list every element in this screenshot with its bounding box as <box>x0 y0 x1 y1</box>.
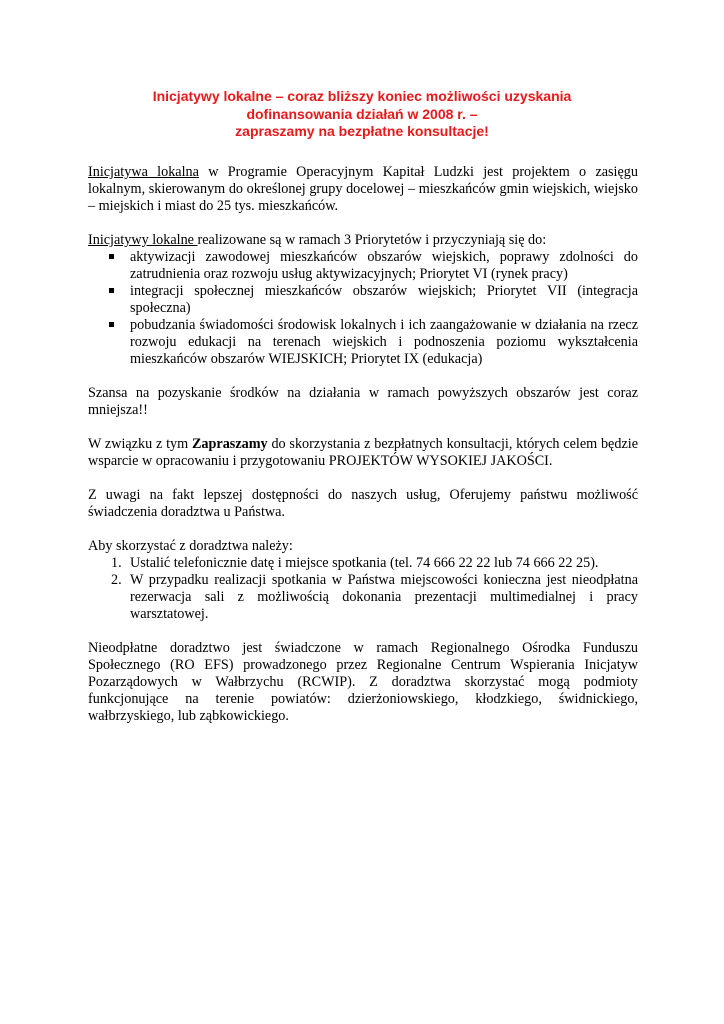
priority-item-text: pobudzania świadomości środowisk lokalnych i ich zaangażowanie w działania na rzecz rozwoju edukacji na terenach wiejskich i podnoszenia poziomu wykształcenia mieszkańców obszarów WIEJSKICH; Priorytet IX (edukacja) <box>130 317 638 367</box>
list-item <box>88 283 638 317</box>
intro-text: w Programie Operacyjnym Kapitał Ludzki jest projektem o zasięgu lokalnym, skierowanym do określonej grupy docelowej – mieszkańców gmin wiejskich, wiejsko – miejskich i miast do 25 tys. mieszkańców. <box>88 164 638 214</box>
invitation-after: do skorzystania z bezpłatnych konsultacji, których celem będzie wsparcie w opracowaniu i przygotowaniu PROJEKTÓW WYSOKIEJ JAKOŚCI. <box>88 436 638 469</box>
step-number: 1. <box>111 555 122 571</box>
list-item <box>88 572 638 623</box>
title-line-2: dofinansowania działań w 2008 r. – <box>246 105 478 122</box>
bullet-square-icon <box>109 288 114 293</box>
invitation-before: W związku z tym <box>88 436 192 452</box>
priorities-paragraph <box>88 232 638 249</box>
invitation-paragraph <box>88 436 638 470</box>
step-text: W przypadku realizacji spotkania w Państwa miejscowości konieczna jest nieodpłatna rezerwacja sali z możliwością dokonania prezentacji multimedialnej i pracy warsztatowej. <box>130 572 638 622</box>
list-item <box>88 249 638 283</box>
list-item <box>88 555 638 572</box>
chance-paragraph: Szansa na pozyskanie środków na działania w ramach powyższych obszarów jest coraz mniejsza!! <box>88 385 638 418</box>
bullet-square-icon <box>109 322 114 327</box>
step-number: 2. <box>111 572 122 588</box>
title-line-3: zapraszamy na bezpłatne konsultacje! <box>235 123 489 139</box>
priority-item-text: aktywizacji zawodowej mieszkańców obszarów wiejskich, poprawy zdolności do zatrudnienia oraz rozwoju usług aktywizacyjnych; Priorytet VI (rynek pracy) <box>130 249 638 282</box>
priorities-lead: Inicjatywy lokalne <box>88 232 198 248</box>
steps-list <box>88 555 638 623</box>
list-item <box>88 317 638 368</box>
priorities-list <box>88 249 638 368</box>
document-body <box>88 164 638 725</box>
step-text: Ustalić telefonicznie datę i miejsce spotkania (tel. 74 666 22 22 lub 74 666 22 25). <box>130 555 599 571</box>
invitation-bold: Zapraszamy <box>191 436 268 452</box>
priorities-text: realizowane są w ramach 3 Priorytetów i przyczyniają się do: <box>197 232 547 248</box>
steps-intro: Aby skorzystać z doradztwa należy: <box>88 538 293 554</box>
intro-lead: Inicjatywa lokalna <box>88 164 199 180</box>
advisory-paragraph: Nieodpłatne doradztwo jest świadczone w ramach Regionalnego Ośrodka Funduszu Społecznego (RO EFS) prowadzonego przez Regionalne Centrum Wspierania Inicjatyw Pozarządowych w Wałbrzychu (RCWIP). Z doradztwa skorzystać mogą podmioty funkcjonujące na terenie powiatów: dzierżoniowskiego, kłodzkiego, świdnickiego, wałbrzyskiego, lub ząbkowickiego. <box>88 640 638 724</box>
priority-item-text: integracji społecznej mieszkańców obszarów wiejskich; Priorytet VII (integracja społeczna) <box>130 283 638 316</box>
offer-paragraph: Z uwagi na fakt lepszej dostępności do naszych usług, Oferujemy państwu możliwość świadczenia doradztwa u Państwa. <box>88 487 638 520</box>
intro-paragraph <box>88 164 638 215</box>
document-title <box>88 88 636 141</box>
title-line-1: Inicjatywy lokalne – coraz bliższy koniec możliwości uzyskania <box>152 88 572 104</box>
bullet-square-icon <box>109 254 114 259</box>
